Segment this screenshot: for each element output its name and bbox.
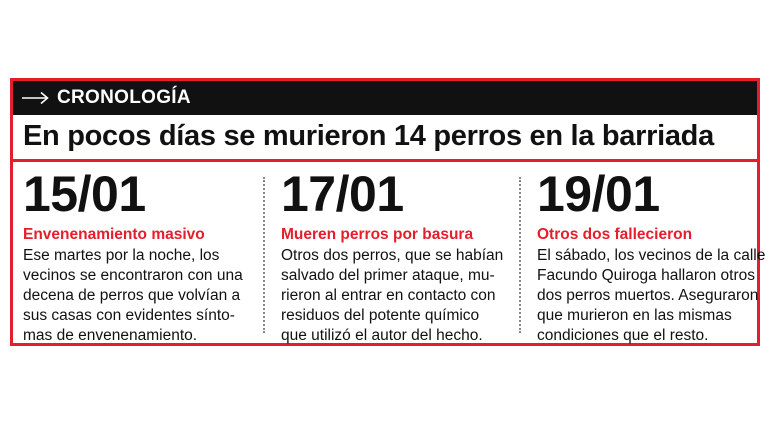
- body-line: dos perros muertos. Aseguraron: [537, 287, 759, 304]
- body-line: que utilizó el autor del hecho.: [281, 327, 483, 344]
- timeline-entry: [23, 165, 263, 346]
- entry-body: [281, 246, 521, 346]
- timeline-entry: [281, 165, 521, 346]
- entry-subtitle: Mueren perros por basura: [281, 226, 474, 243]
- body-line: condiciones que el resto.: [537, 327, 709, 344]
- body-line: decena de perros que volvían a: [23, 287, 241, 304]
- body-line: residuos del potente químico: [281, 307, 480, 324]
- entry-subtitle: Envenenamiento masivo: [23, 226, 205, 243]
- timeline-entry: [537, 165, 770, 346]
- entry-subtitle: Otros dos fallecieron: [537, 226, 693, 243]
- entry-date: 17/01: [281, 166, 404, 222]
- body-line: salvado del primer ataque, mu-: [281, 267, 495, 284]
- entry-body: [537, 246, 770, 346]
- body-line: sus casas con evidentes sínto-: [23, 307, 235, 324]
- headline-underline: [13, 159, 757, 162]
- entry-body: [23, 246, 263, 346]
- body-line: rieron al entrar en contacto con: [281, 287, 496, 304]
- body-line: mas de envenenamiento.: [23, 327, 198, 344]
- column-divider: [263, 177, 265, 333]
- arrow-right-icon: [21, 91, 49, 105]
- body-line: Otros dos perros, que se habían: [281, 247, 504, 264]
- body-line: Facundo Quiroga hallaron otros: [537, 267, 755, 284]
- entry-date: 19/01: [537, 166, 660, 222]
- body-line: El sábado, los vecinos de la calle: [537, 247, 766, 264]
- entry-date: 15/01: [23, 166, 146, 222]
- headline: En pocos días se murieron 14 perros en la barriada: [23, 120, 714, 152]
- section-label: CRONOLOGÍA: [57, 87, 191, 108]
- chronology-box: [10, 78, 766, 346]
- section-header-bar: [13, 81, 757, 115]
- body-line: Ese martes por la noche, los: [23, 247, 220, 264]
- body-line: que murieron en las mismas: [537, 307, 732, 324]
- body-line: vecinos se encontraron con una: [23, 267, 243, 284]
